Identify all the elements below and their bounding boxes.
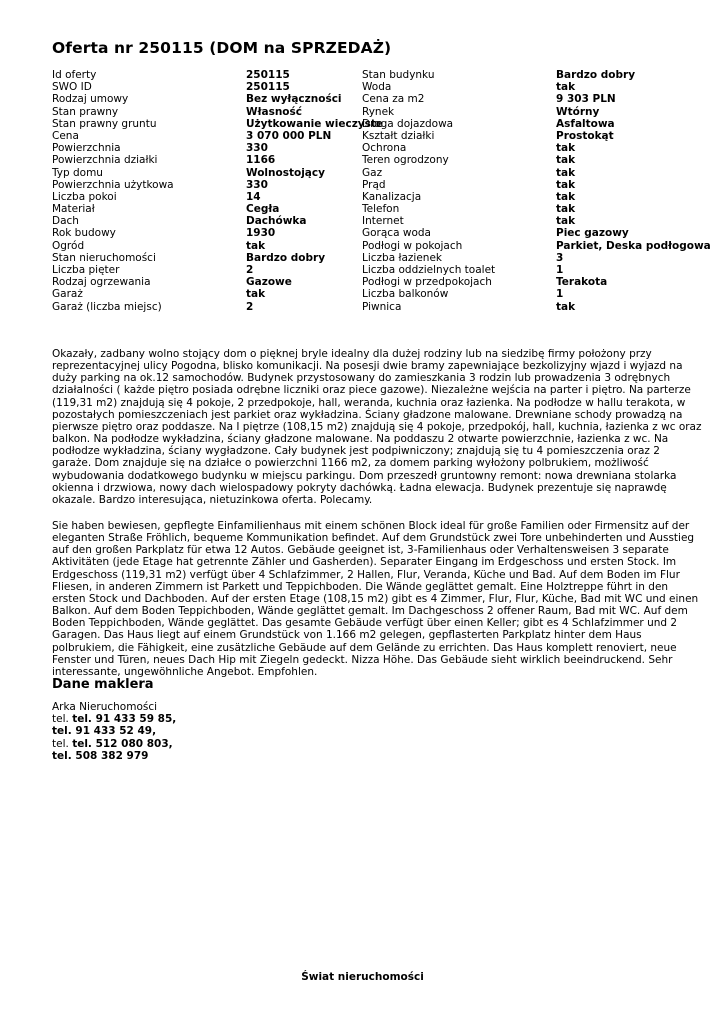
property-label: Gaz [362, 166, 383, 179]
property-label: Liczba oddzielnych toalet [362, 264, 496, 276]
phone-prefix: tel. [52, 713, 69, 726]
property-label: Podłogi w przedpokojach [362, 276, 492, 289]
property-label: Garaż (liczba miejsc) [52, 300, 162, 313]
property-label: Teren ogrodzony [362, 154, 449, 167]
property-label: Id oferty [52, 69, 97, 81]
right-values [556, 69, 711, 313]
property-label: Powierzchnia [52, 142, 121, 155]
property-value: 2 [246, 264, 254, 276]
property-label: Stan nieruchomości [52, 251, 156, 264]
property-label: Garaż [52, 288, 83, 301]
property-label: Podłogi w pokojach [362, 239, 463, 252]
property-label: Prąd [362, 178, 386, 191]
agent-phone-line-4 [52, 750, 176, 762]
property-label: Rynek [362, 105, 395, 118]
property-value: 3 070 000 PLN [246, 129, 332, 142]
property-value: 330 [246, 178, 268, 191]
property-label: Liczba pięter [52, 264, 120, 276]
property-value: Bez wyłączności [246, 93, 342, 106]
phone-prefix: tel. [52, 737, 69, 750]
property-label: Stan prawny [52, 105, 119, 118]
property-label: SWO ID [52, 81, 92, 94]
property-value: tak [556, 203, 576, 216]
property-label: Ogród [52, 239, 85, 252]
property-value: tak [246, 288, 266, 301]
property-value: Własność [246, 105, 302, 118]
property-value: 1 [556, 264, 564, 276]
property-label: Liczba pokoi [52, 190, 117, 203]
property-value: Terakota [556, 276, 608, 289]
property-label: Powierzchnia użytkowa [52, 178, 174, 191]
agent-phone-1[interactable]: tel. 91 433 59 85, [72, 713, 177, 726]
property-value: 250115 [246, 81, 290, 94]
property-label: Liczba balkonów [362, 288, 449, 301]
description-german: Sie haben bewiesen, gepflegte Einfamilienhaus mit einem schönen Block ideal für große Familien oder Firmensitz auf der eleganten Straße Fröhlich, bequeme Kommunikation befindet. Auf dem Grundstück zwei Tore unbehinderten und Ausstieg auf den großen Parkplatz für etwa 12 Autos. Gebäude geeignet ist, 3-Familienhaus oder Verhaltensweisen 3 separate Aktivitäten (jede Etage hat getrennte Zähler und Gasherden). Separater Eingang im Erdgeschoss und ersten Stock. Im Erdgeschoss (119,31 m2) verfügt über 4 Schlafzimmer, 2 Hallen, Flur, Veranda, Küche und Bad. Auf dem Boden im Flur Fliesen, in anderen Zimmern ist Parkett und Teppichboden. Die Wände geglättet gemalt. Eine Holztreppe führt in den ersten Stock und Dachboden. Auf der ersten Etage (108,15 m2) gibt es 4 Zimmer, Flur, Flur, Küche, Bad mit WC und einen Balkon. Auf dem Boden Teppichboden, Wände geglättet gemalt. Im Dachgeschoss 2 offener Raum, Bad mit WC. Auf dem Boden Teppichboden, Wände geglättet. Das gesamte Gebäude verfügt über einen Keller; gibt es 4 Schlafzimmer und 2 Garagen. Das Haus liegt auf einem Grundstück von 1.166 m2 gelegen, gepflasterten Parkplatz hinter dem Haus polbrukiem, die Fähigkeit, eine zusätzliche Gebäude auf dem Gelände zu errichten. Das Haus komplett renoviert, neue Fenster und Türen, neues Dach Hip mit Ziegeln gedeckt. Nizza Höhe. Das Gebäude sieht wirklich beeindruckend. Sehr interessante, ungewöhnliche Angebot. Empfohlen. [52, 520, 699, 678]
property-label: Rodzaj ogrzewania [52, 276, 151, 289]
property-value: Użytkowanie wieczyste [246, 117, 384, 130]
property-value: 2 [246, 300, 254, 313]
property-label: Stan budynku [362, 69, 435, 81]
property-value: tak [556, 190, 576, 203]
agent-phone-line-3 [52, 738, 176, 750]
property-value: tak [556, 154, 576, 167]
property-value: 250115 [246, 69, 290, 81]
property-value: Piec gazowy [556, 227, 629, 240]
property-value: Dachówka [246, 215, 307, 228]
agent-company: Arka Nieruchomości [52, 701, 158, 713]
agent-phone-line-2 [52, 725, 176, 737]
property-label: Typ domu [52, 166, 103, 179]
property-label: Cena za m2 [362, 93, 425, 106]
property-label: Powierzchnia działki [52, 154, 158, 167]
property-label: Rodzaj umowy [52, 93, 129, 106]
property-value: Asfaltowa [556, 117, 615, 130]
agent-phone-line-1 [52, 713, 176, 725]
property-value: Parkiet, Deska podłogowa [556, 239, 711, 252]
property-value: 1 [556, 288, 564, 301]
property-value: tak [556, 178, 576, 191]
property-value: 3 [556, 251, 564, 264]
description-polish: Okazały, zadbany wolno stojący dom o pięknej bryle idealny dla dużej rodziny lub na siedzibę firmy położony przy reprezentacyjnej ulicy Pogodna, blisko komunikacji. Na posesji dwie bramy zapewniające bezkolizyjny wjazd i wyjazd na duży parking na ok.12 samochodów. Budynek przystosowany do zamieszkania 3 rodzin lub prowadzenia 3 odrębnych działalności ( każde piętro posiada odrębne liczniki oraz piece gazowe). Niezależne wejścia na parter i piętro. Na parterze (119,31 m2) znajdują się 4 pokoje, 2 przedpokoje, hall, weranda, kuchnia oraz łazienka. Na podłodze w hallu terakota, w pozostałych pomieszczeniach jest parkiet oraz wykładzina. Ściany gładzone malowane. Drewniane schody prowadzą na pierwsze piętro oraz poddasze. Na I piętrze (108,15 m2) znajdują się 4 pokoje, przedpokój, hall, kuchnia, łazienka z wc oraz balkon. Na podłodze wykładzina, ściany gładzone malowane. Na poddaszu 2 otwarte powierzchnie, łazienka z wc. Na podłodze wykładzina, ściany wygładzone. Cały budynek jest podpiwniczony; znajdują się tu 4 pomieszczenia oraz 2 garaże. Dom znajduje się na działce o powierzchni 1166 m2, za domem parking wyłożony polbrukiem, możliwość wybudowania dodatkowego budynku w miejscu parkingu. Dom przeszedł gruntowny remont: nowa drewniana stolarka okienna i drzwiowa, nowy dach wielospadowy pokryty dachówką. Ładna elewacja. Budynek prezentuje się naprawdę okazale. Bardzo interesująca, nietuzinkowa oferta. Polecamy. [52, 348, 702, 506]
agent-section-title: Dane maklera [52, 677, 154, 692]
property-label: Internet [362, 215, 404, 228]
agent-phone-3[interactable]: tel. 512 080 803, [72, 737, 173, 750]
agent-phone-2[interactable]: tel. 91 433 52 49, [52, 725, 157, 738]
property-label: Materiał [52, 203, 95, 216]
property-value: Wtórny [556, 105, 600, 118]
property-label: Gorąca woda [362, 227, 431, 240]
property-value: tak [556, 215, 576, 228]
left-labels [52, 69, 174, 313]
page-title: Oferta nr 250115 (DOM na SPRZEDAŻ) [52, 39, 392, 57]
property-value: tak [556, 166, 576, 179]
agent-phone-4[interactable]: tel. 508 382 979 [52, 749, 149, 762]
property-label: Ochrona [362, 142, 407, 155]
property-label: Piwnica [362, 300, 402, 313]
property-label: Kształt działki [362, 129, 435, 142]
property-value: Prostokąt [556, 129, 614, 142]
property-value: 14 [246, 190, 261, 203]
property-label: Stan prawny gruntu [52, 117, 157, 130]
property-value: tak [246, 239, 266, 252]
property-label: Dach [52, 215, 79, 228]
property-value: tak [556, 300, 576, 313]
property-value: 9 303 PLN [556, 93, 616, 106]
property-value: tak [556, 81, 576, 94]
property-label: Liczba łazienek [362, 251, 442, 264]
property-value: 330 [246, 142, 268, 155]
property-value: 1930 [246, 227, 276, 240]
right-labels [362, 69, 495, 313]
property-value: Cegła [246, 203, 280, 216]
property-label: Woda [362, 81, 392, 94]
property-label: Telefon [362, 203, 400, 216]
property-label: Kanalizacja [362, 190, 422, 203]
property-label: Droga dojazdowa [362, 117, 454, 130]
property-value: Gazowe [246, 276, 292, 289]
property-value: Bardzo dobry [246, 251, 326, 264]
property-value: tak [556, 142, 576, 155]
property-label: Rok budowy [52, 227, 116, 240]
footer-brand: Świat nieruchomości [301, 971, 424, 983]
property-label: Cena [52, 129, 79, 142]
property-value: 1166 [246, 154, 276, 167]
property-value: Bardzo dobry [556, 69, 636, 81]
property-value: Wolnostojący [246, 166, 325, 179]
agent-details [52, 701, 176, 762]
